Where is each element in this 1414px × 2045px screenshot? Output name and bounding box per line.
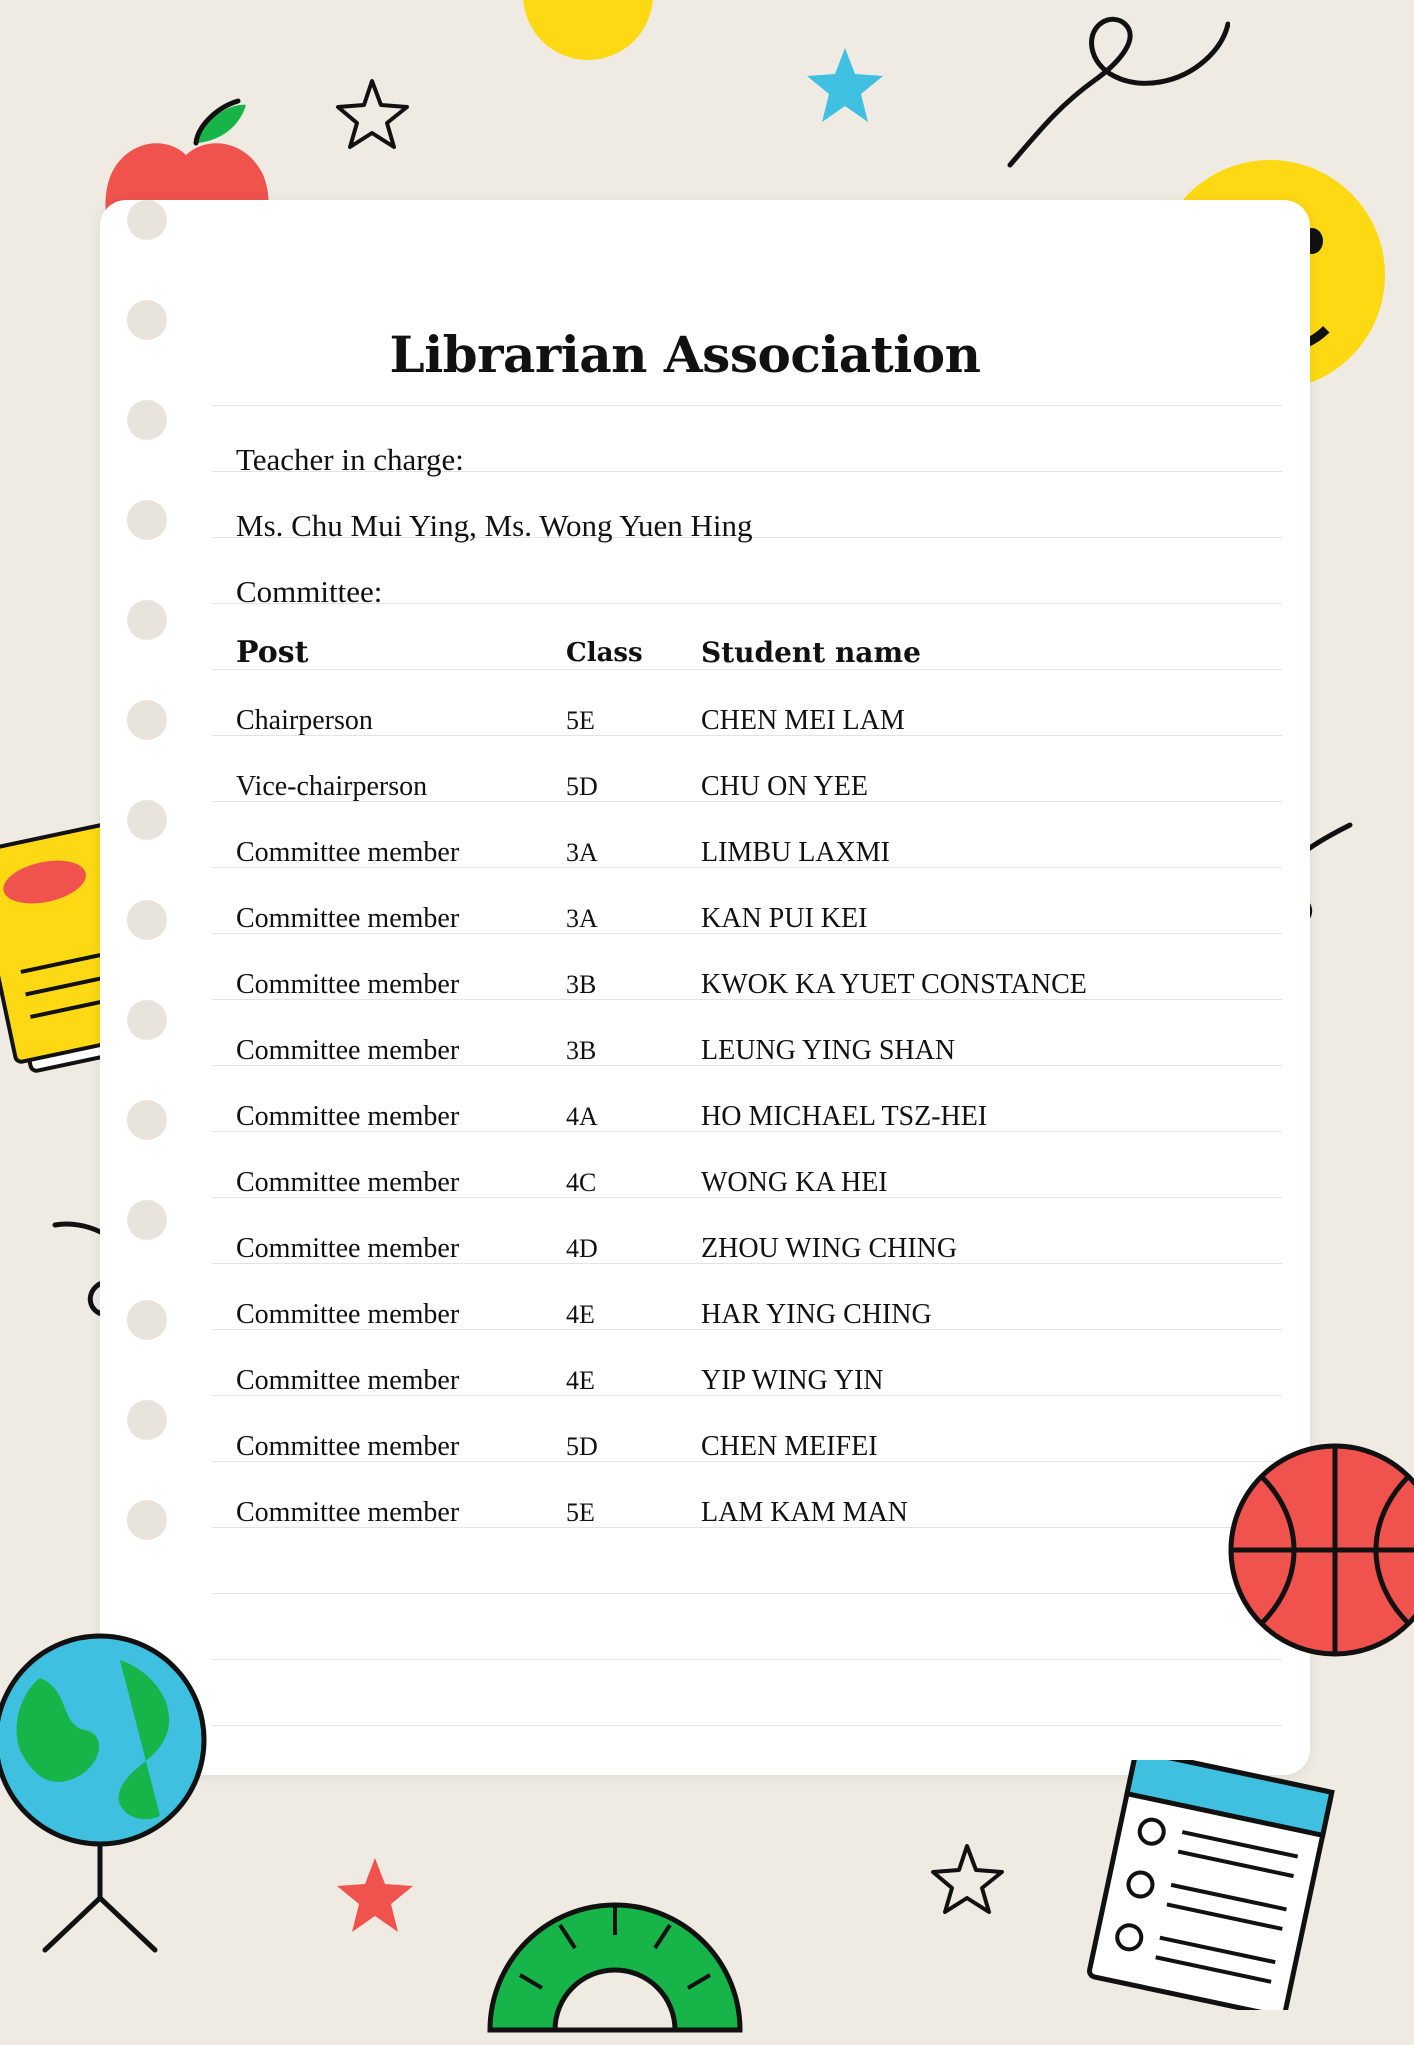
cell-student-name: ZHOU WING CHING	[701, 1233, 958, 1264]
cell-class: 4E	[566, 1300, 595, 1329]
outline-star-icon	[335, 75, 410, 150]
table-row	[236, 688, 1271, 754]
cell-student-name: KWOK KA YUET CONSTANCE	[701, 969, 1087, 1000]
table-row	[236, 1348, 1271, 1414]
squiggle-icon	[1000, 10, 1230, 170]
column-header-name: Student name	[701, 636, 921, 669]
yellow-circle-icon	[523, 0, 653, 60]
table-row	[236, 886, 1271, 952]
cell-class: 4A	[566, 1102, 598, 1131]
blue-star-icon	[805, 45, 885, 125]
table-row	[236, 754, 1271, 820]
cell-post: Committee member	[236, 1035, 460, 1066]
cell-student-name: LIMBU LAXMI	[701, 837, 890, 868]
paper-content	[100, 200, 1310, 1775]
cell-post: Committee member	[236, 1299, 460, 1330]
basketball-icon	[1225, 1440, 1414, 1660]
committee-table	[236, 635, 1271, 1546]
cell-post: Committee member	[236, 1497, 460, 1528]
cell-student-name: HAR YING CHING	[701, 1299, 932, 1330]
table-row	[236, 1282, 1271, 1348]
notebook-icon	[1080, 1760, 1350, 2010]
cell-post: Committee member	[236, 1431, 460, 1462]
teacher-info	[236, 427, 753, 625]
cell-student-name: LEUNG YING SHAN	[701, 1035, 956, 1066]
cell-class: 4C	[566, 1168, 597, 1197]
cell-post: Committee member	[236, 1167, 460, 1198]
cell-class: 5D	[566, 1432, 598, 1461]
outline-star-icon	[930, 1840, 1005, 1915]
column-header-post: Post	[236, 635, 309, 670]
cell-class: 4E	[566, 1366, 595, 1395]
table-row	[236, 1150, 1271, 1216]
cell-student-name: LAM KAM MAN	[701, 1497, 908, 1528]
cell-post: Committee member	[236, 903, 460, 934]
cell-student-name: HO MICHAEL TSZ-HEI	[701, 1101, 988, 1132]
cell-post: Committee member	[236, 969, 460, 1000]
cell-student-name: YIP WING YIN	[701, 1365, 884, 1396]
cell-student-name: KAN PUI KEI	[701, 903, 868, 934]
protractor-icon	[480, 1880, 750, 2040]
table-row	[236, 1084, 1271, 1150]
teacher-label: Teacher in charge:	[236, 442, 464, 477]
cell-student-name: CHEN MEIFEI	[701, 1431, 878, 1462]
cell-class: 5E	[566, 706, 595, 735]
table-row	[236, 1480, 1271, 1546]
table-row	[236, 820, 1271, 886]
teacher-names: Ms. Chu Mui Ying, Ms. Wong Yuen Hing	[236, 508, 753, 543]
cell-class: 3A	[566, 838, 598, 867]
cell-class: 3B	[566, 970, 597, 999]
table-row	[236, 952, 1271, 1018]
page-title: Librarian Association	[389, 325, 981, 384]
cell-class: 5E	[566, 1498, 595, 1527]
table-row	[236, 1216, 1271, 1282]
cell-post: Committee member	[236, 1233, 460, 1264]
cell-post: Chairperson	[236, 705, 373, 736]
notebook-paper	[100, 200, 1310, 1775]
cell-class: 4D	[566, 1234, 598, 1263]
table-row	[236, 1018, 1271, 1084]
cell-class: 3B	[566, 1036, 597, 1065]
red-star-icon	[335, 1855, 415, 1935]
cell-class: 3A	[566, 904, 598, 933]
table-header-row	[236, 635, 1271, 688]
committee-label: Committee:	[236, 574, 383, 609]
cell-student-name: CHU ON YEE	[701, 771, 868, 802]
cell-post: Committee member	[236, 1101, 460, 1132]
committee-table-body	[236, 688, 1271, 1546]
cell-student-name: WONG KA HEI	[701, 1167, 888, 1198]
cell-post: Committee member	[236, 1365, 460, 1396]
table-row	[236, 1414, 1271, 1480]
punch-holes	[112, 200, 172, 1600]
cell-student-name: CHEN MEI LAM	[701, 705, 905, 736]
cell-post: Vice-chairperson	[236, 771, 428, 802]
globe-icon	[0, 1630, 230, 1960]
cell-post: Committee member	[236, 837, 460, 868]
cell-class: 5D	[566, 772, 598, 801]
column-header-class: Class	[566, 637, 643, 668]
